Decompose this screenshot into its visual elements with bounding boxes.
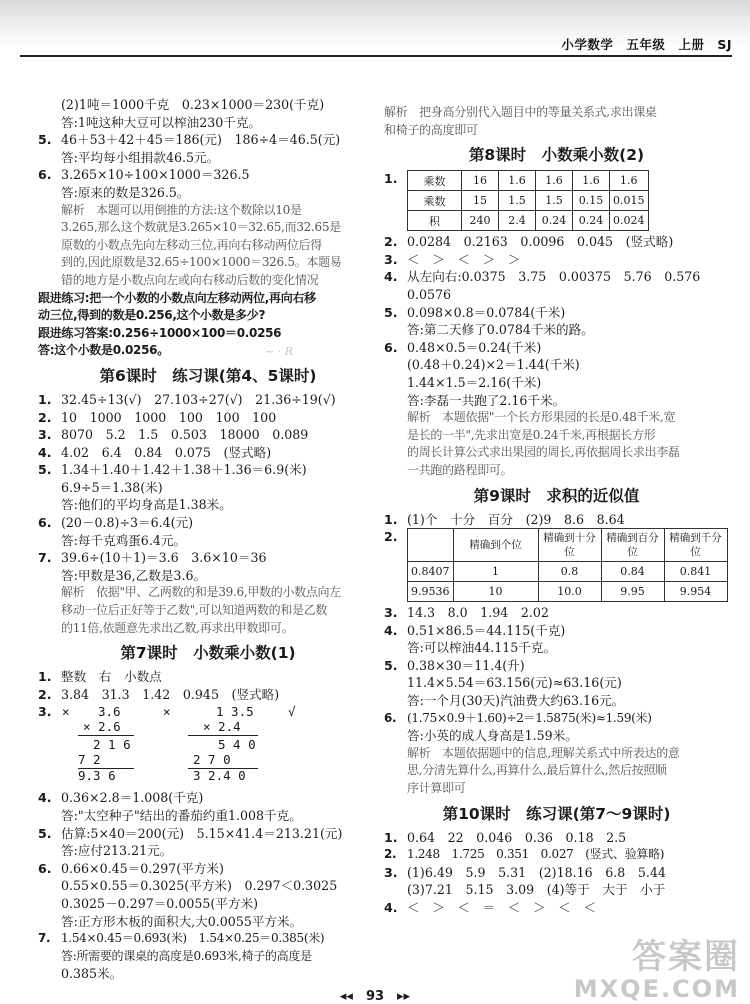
question-number: 4. [384, 269, 398, 285]
table-cell: 1.5 [536, 191, 573, 211]
question-number: 2. [384, 234, 398, 250]
text-line: 46＋53＋42＋45＝186(元) 186÷4＝46.5(元) [61, 132, 341, 148]
explain-line: 解析 本题依据题中的信息,理解关系式中所表达的意 [407, 745, 680, 760]
vertical-multiplication [38, 703, 378, 784]
table-row [408, 211, 649, 231]
text-line: 32.45÷13(√) 27.103÷27(√) 21.36÷19(√) [61, 391, 336, 407]
watermark-text: 答案圈 [632, 937, 740, 977]
calc-line: 9.3 6 [78, 768, 116, 784]
explain-line: 和椅子的高度即可 [384, 122, 478, 137]
calc-line: 3.6 [98, 704, 121, 720]
question-number: 6. [384, 339, 398, 355]
text-line: 估算:5×40＝200(元) 5.15×41.4＝213.21(元) [61, 825, 343, 841]
answer-line: 答:平均每小组捐款46.5元。 [61, 149, 220, 165]
text-line: 整数 右 小数点 [61, 669, 162, 685]
question-number: 5. [384, 657, 398, 673]
question-number: 7. [38, 931, 51, 946]
table-header-cell: 精确到个位 [453, 529, 538, 562]
calc-line: 5 4 0 [218, 737, 256, 753]
text-line: 0.098×0.8＝0.0784(千米) [407, 304, 566, 320]
left-column [38, 96, 378, 983]
question-number: 2. [38, 686, 52, 702]
explain-line: 移动一位后正好等于乙数",可以知道两数的和是乙数 [61, 603, 328, 618]
answer-line: 答:他们的平均身高是1.38米。 [61, 497, 232, 513]
text-line: ＜ ＞ ＜ ＞ ＞ [407, 251, 521, 267]
explain-line: 思,分清先算什么,再算什么,最后算什么,然后按照顺 [407, 763, 667, 778]
text-line: 0.3025－0.297＝0.0055(平方米) [61, 895, 258, 911]
table-header-cell: 精确到十分位 [538, 529, 601, 562]
table-cell: 1.5 [499, 191, 536, 211]
explain-line: 原数的小数点先向左移动三位,再向右移动两位后得 [61, 237, 322, 252]
question-number: 5. [38, 462, 52, 478]
question-number: 6. [384, 710, 397, 725]
table-header-row [408, 529, 728, 562]
text-line: 4.02 6.4 0.84 0.075 (竖式略) [61, 444, 272, 460]
text-line: (3)7.21 5.15 3.09 (4)等于 大于 小于 [407, 882, 666, 898]
follow-up-line: 跟进练习答案:0.256÷1000×100＝0.0256 [38, 325, 282, 340]
calc-line: 3 2.4 0 [193, 768, 246, 784]
check-mark: × [163, 704, 171, 720]
question-number: 5. [38, 825, 52, 841]
text-line: (20－0.8)÷3＝6.4(元) [61, 515, 194, 531]
pencil-mark: ~ · R [265, 345, 293, 358]
answer-line: 答:应付213.21元。 [61, 843, 173, 859]
text-line: 0.36×2.8＝1.008(千克) [61, 790, 204, 806]
question-number: 4. [38, 444, 52, 460]
check-mark: √ [288, 704, 296, 720]
table-cell: 2.4 [499, 211, 536, 231]
text-line: (2)1吨＝1000千克 0.23×1000＝230(千克) [61, 97, 325, 112]
multiplication-table [407, 170, 649, 231]
text-line: (1)6.49 5.9 5.31 (2)18.16 6.8 5.44 [407, 864, 666, 880]
table-row [408, 191, 649, 211]
table-cell: 0.8 [538, 562, 601, 582]
table-cell: 0.24 [536, 211, 573, 231]
question-number: 6. [38, 515, 52, 531]
explain-line: 到的,因此原数是32.65÷100×1000＝326.5。本题易 [61, 255, 342, 270]
table-cell: 乘数 [408, 191, 462, 211]
follow-up-line: 答:这个小数是0.0256。 [38, 343, 169, 358]
table-cell: 0.015 [610, 191, 649, 211]
section-title-10: 第10课时 练习课(第7～9课时) [442, 804, 671, 823]
table-cell: 1.6 [499, 171, 536, 191]
explain-line: 序计算即可 [407, 781, 466, 796]
calc-line: × 2.4 [203, 719, 241, 735]
text-line: 0.64 22 0.046 0.36 0.18 2.5 [407, 829, 627, 845]
text-line: 0.38×30＝11.4(升) [407, 657, 525, 673]
answer-line: 答:一个月(30天)汽油费大约63.16元。 [407, 693, 625, 709]
table-cell: 1.6 [536, 171, 573, 191]
explain-line: 的周长计算公式求出果园的周长,再依据周长求出李磊 [407, 445, 680, 460]
text-line: 8070 5.2 1.5 0.503 18000 0.089 [61, 427, 309, 443]
question-number: 3. [38, 704, 52, 720]
calc-line: × 2.6 [83, 719, 121, 735]
text-line: 14.3 8.0 1.94 2.02 [407, 605, 549, 621]
explain-line: 的11倍,依题意先求出乙数,再求出甲数即可。 [61, 620, 294, 635]
text-line: 1.54×0.45＝0.693(米) 1.54×0.25＝0.385(米) [61, 931, 325, 946]
text-line: 0.0576 [407, 286, 452, 302]
table-cell: 9.9536 [408, 582, 454, 602]
text-line: 3.265×10÷100×1000＝326.5 [61, 167, 250, 183]
table-header-cell [408, 529, 454, 562]
table-cell: 0.24 [573, 211, 610, 231]
table-row [408, 171, 649, 191]
page-header: 小学数学 五年级 上册 SJ [561, 37, 732, 52]
table-row [408, 582, 728, 602]
explain-line: 3.265,那么这个数就是3.265×10＝32.65,而32.65是 [61, 220, 341, 235]
question-number: 1. [384, 171, 398, 187]
table-cell: 1.6 [610, 171, 649, 191]
text-line: (0.48＋0.24)×2＝1.44(千米) [407, 357, 580, 373]
question-number: 6. [38, 167, 52, 183]
calc-line: 2 1 6 [93, 737, 131, 753]
text-line: 0.0284 0.2163 0.0096 0.045 (竖式略) [407, 234, 674, 250]
question-number: 5. [384, 304, 398, 320]
text-line: 11.4×5.54＝63.156(元)≈63.16(元) [407, 675, 622, 691]
answer-line: 答:所需要的课桌的高度是0.693米,椅子的高度是 [61, 948, 312, 963]
question-number: 6. [38, 860, 52, 876]
text-line: 39.6÷(10＋1)＝3.6 3.6×10＝36 [61, 550, 267, 566]
explain-line: 解析 依据"甲、乙两数的和是39.6,甲数的小数点向左 [61, 585, 341, 600]
section-title-9: 第9课时 求积的近似值 [473, 486, 640, 505]
text-line: ＜ ＞ ＜ ＝ ＜ ＞ ＜ ＜ [407, 900, 596, 915]
question-number: 3. [38, 427, 52, 443]
table-cell: 0.024 [610, 211, 649, 231]
question-number: 1. [384, 829, 398, 845]
section-title-7: 第7课时 小数乘小数(1) [120, 644, 296, 663]
question-number: 4. [38, 790, 52, 806]
explain-line: 解析 本题依据"一个长方形果园的长是0.48千米,宽 [407, 410, 676, 425]
question-number: 7. [38, 550, 52, 566]
table-cell: 0.84 [601, 562, 664, 582]
explain-line: 一共跑的路程即可。 [407, 462, 513, 477]
text-line: 3.84 31.3 1.42 0.945 (竖式略) [61, 686, 280, 702]
table-cell: 10.0 [538, 582, 601, 602]
page-number: ◂◂ 93 ▸▸ [339, 989, 411, 1004]
table-cell: 0.15 [573, 191, 610, 211]
question-number: 1. [38, 669, 52, 685]
table-cell: 乘数 [408, 171, 462, 191]
answer-line: 答:原来的数是326.5。 [61, 184, 190, 200]
calc-line: 1 3.5 [216, 704, 254, 720]
approximation-table [407, 528, 728, 602]
table-header-cell: 精确到百分位 [601, 529, 664, 562]
text-line: 0.66×0.45＝0.297(平方米) [61, 860, 224, 876]
text-line: 答:1吨这种大豆可以榨油230千克。 [61, 114, 262, 130]
question-number: 3. [384, 251, 398, 267]
check-mark: × [62, 704, 70, 720]
question-number: 2. [38, 409, 52, 425]
text-line: 0.51×86.5＝44.115(千克) [407, 622, 566, 638]
answer-line: 答:"太空种子"结出的番茄约重1.008千克。 [61, 808, 302, 823]
header-rule [20, 55, 732, 57]
answer-line: 答:第二天修了0.0784千米的路。 [407, 322, 594, 338]
question-number: 4. [384, 900, 398, 915]
watermark-url: MXQE.COM [573, 975, 740, 1003]
text-line: 10 1000 1000 100 100 100 [61, 409, 277, 425]
table-cell: 1.6 [573, 171, 610, 191]
table-cell: 15 [462, 191, 499, 211]
text-line: 从左向右:0.0375 3.75 0.00375 5.76 0.576 [407, 269, 701, 285]
question-number: 5. [38, 132, 52, 148]
question-number: 1. [384, 511, 398, 527]
answer-line: 答:每千克鸡蛋6.4元。 [61, 532, 187, 548]
table-cell: 9.95 [601, 582, 664, 602]
table-cell: 16 [462, 171, 499, 191]
table-cell: 积 [408, 211, 462, 231]
section-title-8: 第8课时 小数乘小数(2) [468, 146, 645, 165]
follow-up-line: 动三位,得到的数是0.256,这个小数是多少? [38, 308, 266, 323]
text-line: 1.34＋1.40＋1.42＋1.38＋1.36＝6.9(米) [61, 462, 307, 478]
text-line: 0.48×0.5＝0.24(千米) [407, 339, 542, 355]
answer-line: 答:甲数是36,乙数是3.6。 [61, 567, 207, 583]
table-cell: 1 [453, 562, 538, 582]
answer-line: 答:可以榨油44.115千克。 [407, 640, 557, 656]
question-number: 1. [38, 391, 52, 407]
text-line: 6.9÷5＝1.38(米) [61, 479, 163, 495]
section-title-6: 第6课时 练习课(第4、5课时) [99, 366, 317, 385]
question-number: 2. [384, 847, 397, 862]
question-number: 3. [384, 864, 398, 880]
table-cell: 0.841 [664, 562, 727, 582]
answer-line: 答:李磊一共跑了2.16千米。 [407, 392, 566, 408]
question-number: 3. [384, 605, 398, 621]
text-line: 1.44×1.5＝2.16(千米) [407, 374, 542, 390]
explain-line: 解析 本题可以用倒推的方法:这个数除以10是 [61, 202, 302, 217]
table-cell: 9.954 [664, 582, 727, 602]
explain-line: 是长的一半",先求出宽是0.24千米,再根据长方形 [407, 427, 656, 442]
table-header-cell: 精确到千分位 [664, 529, 727, 562]
table-cell: 240 [462, 211, 499, 231]
right-column [384, 104, 729, 917]
text-line: (1.75×0.9＋1.60)÷2＝1.5875(米)≈1.59(米) [407, 710, 652, 725]
follow-up-line: 跟进练习:把一个小数的小数点向左移动两位,再向右移 [38, 290, 316, 305]
text-line: 0.55×0.55＝0.3025(平方米) 0.297＜0.3025 [61, 878, 338, 894]
table-cell: 10 [453, 582, 538, 602]
table-cell: 0.8407 [408, 562, 454, 582]
explain-line: 解析 把身高分别代入题目中的等量关系式,求出课桌 [384, 105, 657, 119]
calc-line: 2 7 0 [193, 752, 231, 768]
table-row [408, 562, 728, 582]
text-line: 1.248 1.725 0.351 0.027 (竖式、验算略) [407, 847, 665, 862]
explain-line: 错的地方是小数点向左或向右移动后数的变化情况 [61, 272, 319, 287]
calc-line: 7 2 [78, 752, 101, 768]
question-number: 4. [384, 622, 398, 638]
answer-line: 答:正方形木板的面积大,大0.0055平方米。 [61, 913, 303, 929]
answer-line: 答:小英的成人身高是1.59米。 [407, 728, 578, 744]
question-number: 2. [384, 529, 398, 545]
text-line: (1)个 十分 百分 (2)9 8.6 8.64 [407, 511, 625, 527]
answer-line: 0.385米。 [61, 966, 123, 982]
